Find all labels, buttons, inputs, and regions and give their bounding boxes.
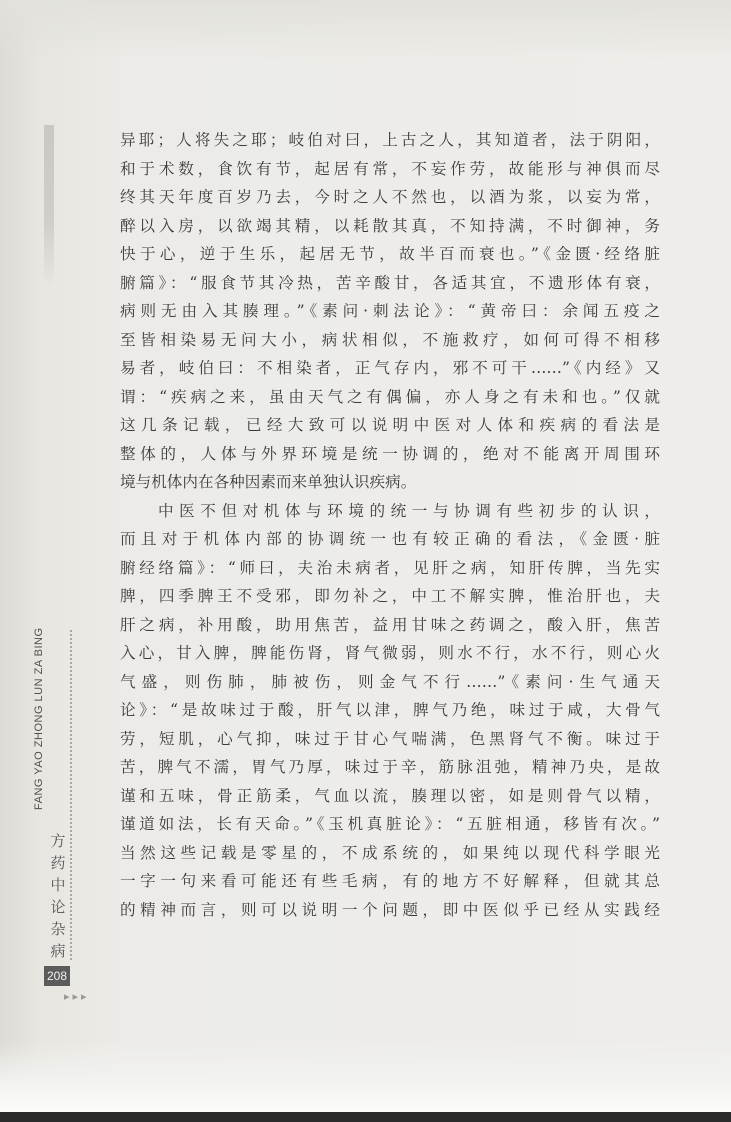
text-line: 易者，岐伯曰：不相染者，正气存内，邪不可干……”《内经》又 (120, 359, 660, 377)
text-line: 腑经络篇》：“师曰，夫治未病者，见肝之病，知肝传脾，当先实 (120, 558, 660, 577)
text-line: 醉以入房，以欲竭其精，以耗散其真，不知持满，不时御神，务 (120, 216, 660, 235)
text-line: 异耶；人将失之耶；岐伯对曰，上古之人，其知道者，法于阴阳， (120, 131, 660, 149)
text-line: 谨道如法，长有天命。”《玉机真脏论》：“五脏相通，移皆有次。” (120, 815, 660, 833)
text-line: 病则无由入其腠理。”《素问·刺法论》：“黄帝曰：余闻五疫之 (120, 302, 660, 320)
bottom-shadow (0, 1040, 731, 1122)
text-line: 这几条记载，已经大致可以说明中医对人体和疾病的看法是 (120, 416, 660, 434)
text-line: 气盛，则伤肺，肺被伤，则金气不行……”《素问·生气通天 (120, 672, 660, 691)
text-line: 论》：“是故味过于酸，肝气以津，脾气乃绝，味过于咸，大骨气 (120, 701, 660, 719)
scan-edge (0, 1112, 731, 1122)
page-arrows-icon: ▸▸▸ (64, 990, 90, 1003)
text-line: 谓：“疾病之来，虽由天气之有偶偏，亦人身之有未和也。”仅就 (120, 387, 660, 406)
text-line: 终其天年度百岁乃去，今时之人不然也，以酒为浆，以妄为常， (120, 188, 660, 206)
text-line: 至皆相染易无问大小，病状相似，不施救疗，如何可得不相移 (120, 330, 660, 349)
text-line: 一字一句来看可能还有些毛病，有的地方不好解释，但就其总 (120, 872, 660, 890)
text-line: 入心，甘入脾，脾能伤肾，肾气微弱，则水不行，水不行，则心火 (120, 644, 660, 662)
top-shadow (0, 0, 731, 60)
margin-dotted-rule (70, 630, 72, 960)
text-line: 整体的，人体与外界环境是统一协调的，绝对不能离开周围环 (120, 444, 660, 463)
text-line: 快于心，逆于生乐，起居无节，故半百而衰也。”《金匮·经络脏 (120, 245, 660, 263)
text-line: 肝之病，补用酸，助用焦苦，益用甘味之药调之，酸入肝，焦苦 (120, 615, 660, 634)
page-number: 208 (44, 966, 70, 986)
text-line: 谨和五味，骨正筋柔，气血以流，腠理以密，如是则骨气以精， (120, 786, 660, 805)
text-line: 而且对于机体内部的协调统一也有较正确的看法，《金匮·脏 (120, 530, 660, 548)
text-line: 和于术数，食饮有节，起居有常，不妄作劳，故能形与神俱而尽 (120, 159, 660, 178)
text-line: 脾，四季脾王不受邪，即勿补之，中工不解实脾，惟治肝也，夫 (120, 587, 660, 605)
body-text (120, 126, 660, 924)
text-line: 的精神而言，则可以说明一个问题，即中医似乎已经从实践经 (120, 900, 660, 919)
paragraph-end-line: 境与机体内在各种因素而来单独认识疾病。 (120, 473, 417, 491)
running-head-latin: FANG YAO ZHONG LUN ZA BING (33, 627, 45, 810)
margin-tab-bar (44, 125, 54, 285)
paragraph-start-line: 中医不但对机体与环境的统一与协调有些初步的认识， (158, 501, 660, 520)
text-line: 当然这些记载是零星的，不成系统的，如果纯以现代科学眼光 (120, 843, 660, 862)
text-line: 苦，脾气不濡，胃气乃厚，味过于辛，筋脉沮弛，精神乃央，是故 (120, 758, 660, 776)
text-line: 劳，短肌，心气抑，味过于甘心气喘满，色黑肾气不衡。味过于 (120, 729, 660, 748)
text-line: 腑篇》：“服食节其冷热，苦辛酸甘，各适其宜，不遗形体有衰， (120, 273, 660, 292)
running-head-cjk: 方药中论杂病 (50, 832, 66, 960)
